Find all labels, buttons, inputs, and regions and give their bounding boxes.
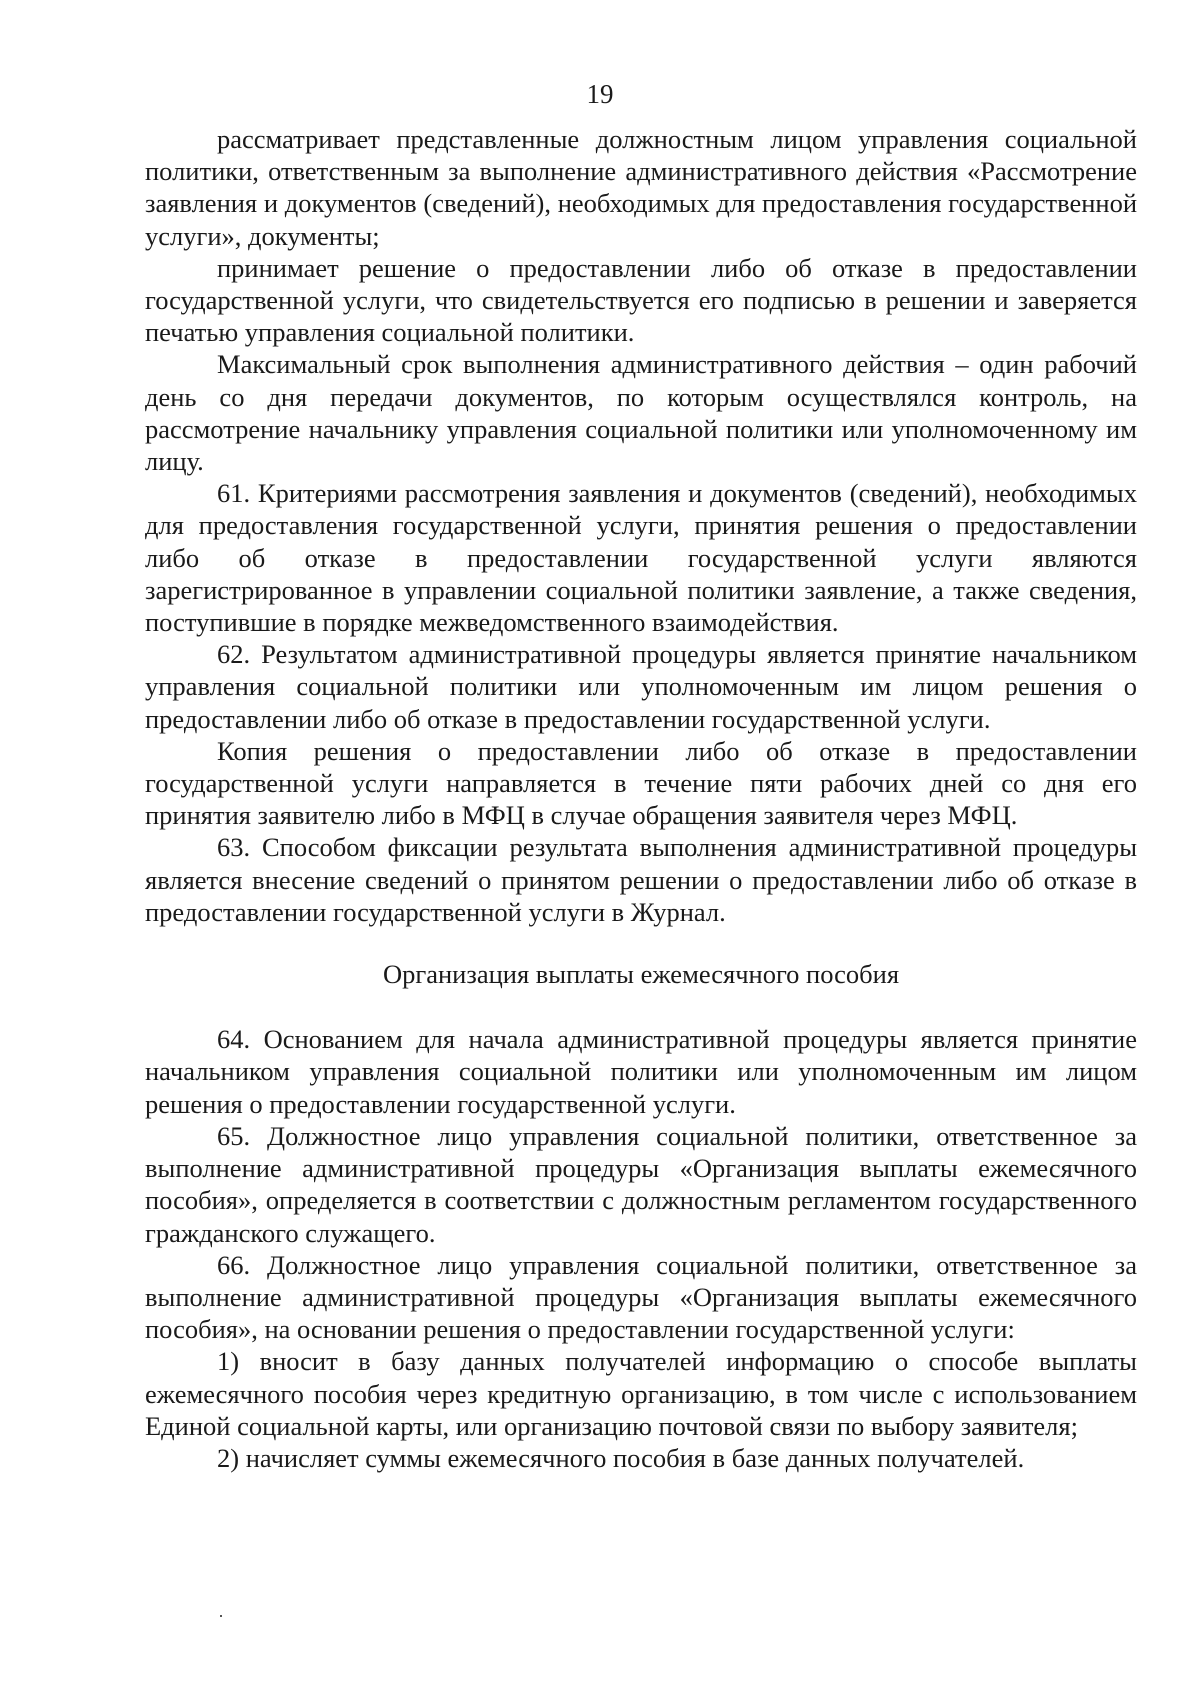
paragraph-62: 62. Результатом административной процедуры является принятие начальником управления социальной политики или уполномоченным им лицом решения о предоставлении либо об отказе в предоставлении государственной услуги.: [145, 639, 1137, 734]
scan-artifact-dot: [220, 1615, 222, 1617]
paragraph-max-term: Максимальный срок выполнения административного действия – один рабочий день со дня передачи документов, по которым осуществлялся контроль, на рассмотрение начальнику управления социальной политики или уполномоченному им лицу.: [145, 349, 1137, 477]
paragraph-review-documents: рассматривает представленные должностным лицом управления социальной политики, ответственным за выполнение административного действия «Рассмотрение заявления и документов (сведений), необходимых для предоставления государственной услуги», документы;: [145, 124, 1137, 251]
page-number: 19: [586, 79, 614, 109]
paragraph-61: 61. Критериями рассмотрения заявления и документов (сведений), необходимых для предоставления государственной услуги, принятия решения о предоставлении либо об отказе в предоставлении государственной услуги являются зарегистрированное в управлении социальной политики заявление, а также сведения, поступившие в порядке межведомственного взаимодействия.: [145, 478, 1137, 638]
paragraph-65: 65. Должностное лицо управления социальной политики, ответственное за выполнение административной процедуры «Организация выплаты ежемесячного пособия», определяется в соответствии с должностным регламентом государственного гражданского служащего.: [145, 1120, 1137, 1248]
list-item-2: 2) начисляет суммы ежемесячного пособия в базе данных получателей.: [217, 1442, 1025, 1473]
section-heading: Организация выплаты ежемесячного пособия: [382, 959, 900, 990]
paragraph-decision: принимает решение о предоставлении либо об отказе в предоставлении государственной услуги, что свидетельствуется его подписью в решении и заверяется печатью управления социальной политики.: [145, 252, 1137, 348]
paragraph-63: 63. Способом фиксации результата выполнения административной процедуры является внесение сведений о принятом решении о предоставлении либо об отказе в предоставлении государственной услуги в Журнал.: [145, 832, 1137, 927]
document-body: [145, 123, 1137, 1474]
paragraph-64: 64. Основанием для начала административной процедуры является принятие начальником управления социальной политики или уполномоченным им лицом решения о предоставлении государственной услуги.: [145, 1024, 1137, 1119]
list-item-1: 1) вносит в базу данных получателей информацию о способе выплаты ежемесячного пособия через кредитную организацию, в том числе с использованием Единой социальной карты, или организацию почтовой связи по выбору заявителя;: [145, 1346, 1137, 1441]
paragraph-decision-copy: Копия решения о предоставлении либо об отказе в предоставлении государственной услуги направляется в течение пяти рабочих дней со дня его принятия заявителю либо в МФЦ в случае обращения заявителя через МФЦ.: [145, 735, 1137, 831]
paragraph-66: 66. Должностное лицо управления социальной политики, ответственное за выполнение административной процедуры «Организация выплаты ежемесячного пособия», на основании решения о предоставлении государственной услуги:: [145, 1249, 1137, 1345]
